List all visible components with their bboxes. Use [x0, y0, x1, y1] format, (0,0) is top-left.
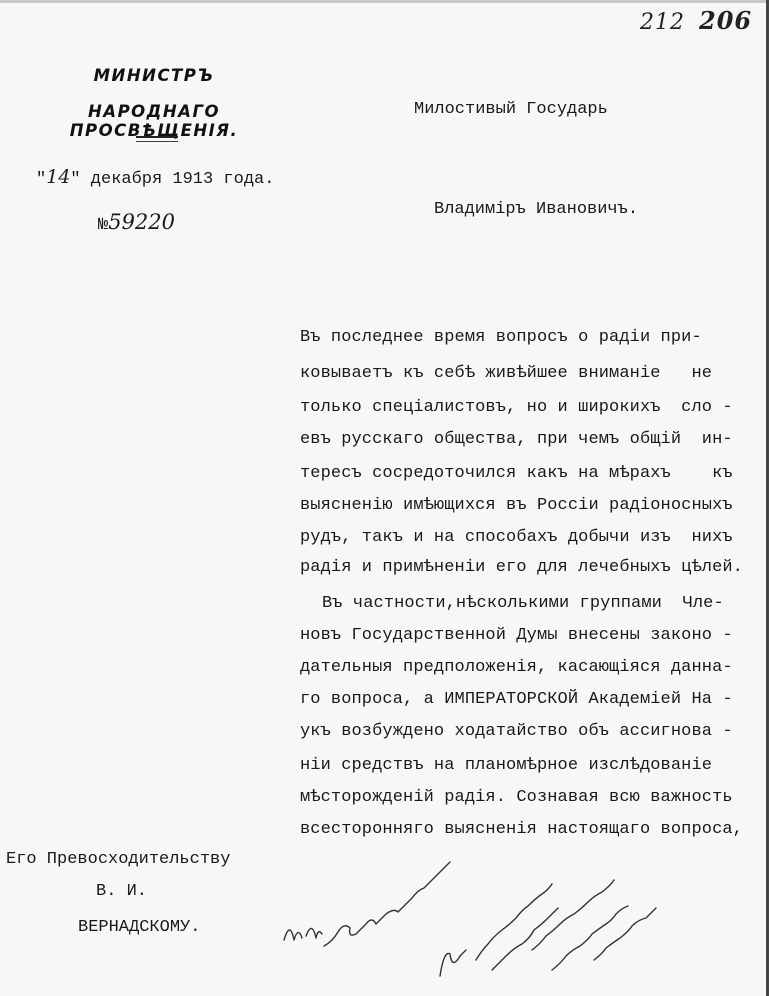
- body-line: всесторонняго выясненія настоящаго вопроса,: [300, 820, 743, 839]
- handwritten-marginal-notes: [270, 820, 710, 990]
- body-line: мѣсторожденій радія. Сознавая всю важность: [300, 788, 733, 807]
- body-line: ніи средствъ на планомѣрное изслѣдованіе: [300, 756, 713, 775]
- body-line: укъ возбуждено ходатайство объ ассигнова -: [300, 722, 733, 741]
- date-rest: " декабря 1913 года.: [70, 170, 275, 189]
- page-top-edge: [0, 0, 769, 3]
- body-line: только спеціалистовъ, но и широкихъ сло -: [300, 398, 733, 417]
- letterhead-line1: МИНИСТРЪ: [93, 66, 215, 85]
- handwritten-scribble-drawing: [270, 820, 710, 990]
- body-line: ковываетъ къ себѣ живѣйшее вниманіе не: [300, 364, 713, 383]
- reg-prefix: №: [98, 216, 109, 235]
- body-line: Въ последнее время вопросъ о радіи при-: [300, 328, 702, 347]
- folio-a: 212: [640, 10, 685, 35]
- body-line: дательныя предположенія, касающіяся данна-: [300, 658, 733, 677]
- letterhead-line2: НАРОДНАГО ПРОСВѢЩЕНІЯ.: [69, 102, 239, 140]
- body-line: тересъ сосредоточился какъ на мѣрахъ къ: [300, 464, 733, 483]
- letter-date: [36, 166, 274, 189]
- body-line: выясненію имѣющихся въ Россіи радіоносныхъ: [300, 496, 733, 515]
- body-line: евъ русскаго общества, при чемъ общій ин-: [300, 430, 733, 449]
- addressee-line1: Его Превосходительству: [6, 850, 231, 869]
- body-line: новъ Государственной Думы внесены законо -: [300, 626, 733, 645]
- body-line: радія и примѣненіи его для лечебныхъ цѣлей.: [300, 558, 743, 577]
- date-day-handwritten: 14: [46, 166, 71, 188]
- registration-number: [98, 210, 175, 235]
- salutation-line2: Владиміръ Ивановичъ.: [434, 200, 639, 219]
- body-line: го вопроса, а ИМПЕРАТОРСКОЙ Академіей На -: [300, 690, 733, 709]
- addressee-line2: В. И.: [96, 882, 148, 901]
- body-line: рудъ, такъ и на способахъ добычи изъ нихъ: [300, 528, 733, 547]
- folio-b: 206: [699, 6, 753, 35]
- salutation-line1: Милостивый Государь: [414, 100, 608, 119]
- body-line: Въ частности,нѣсколькими группами Чле-: [322, 594, 724, 613]
- date-open-quote: ": [36, 170, 47, 189]
- addressee-line3: ВЕРНАДСКОМУ.: [78, 918, 201, 937]
- letterhead-divider: [136, 136, 178, 138]
- archive-folio-number: [640, 6, 752, 35]
- letterhead-divider-2: [136, 141, 178, 142]
- reg-number-handwritten: 59220: [108, 210, 176, 234]
